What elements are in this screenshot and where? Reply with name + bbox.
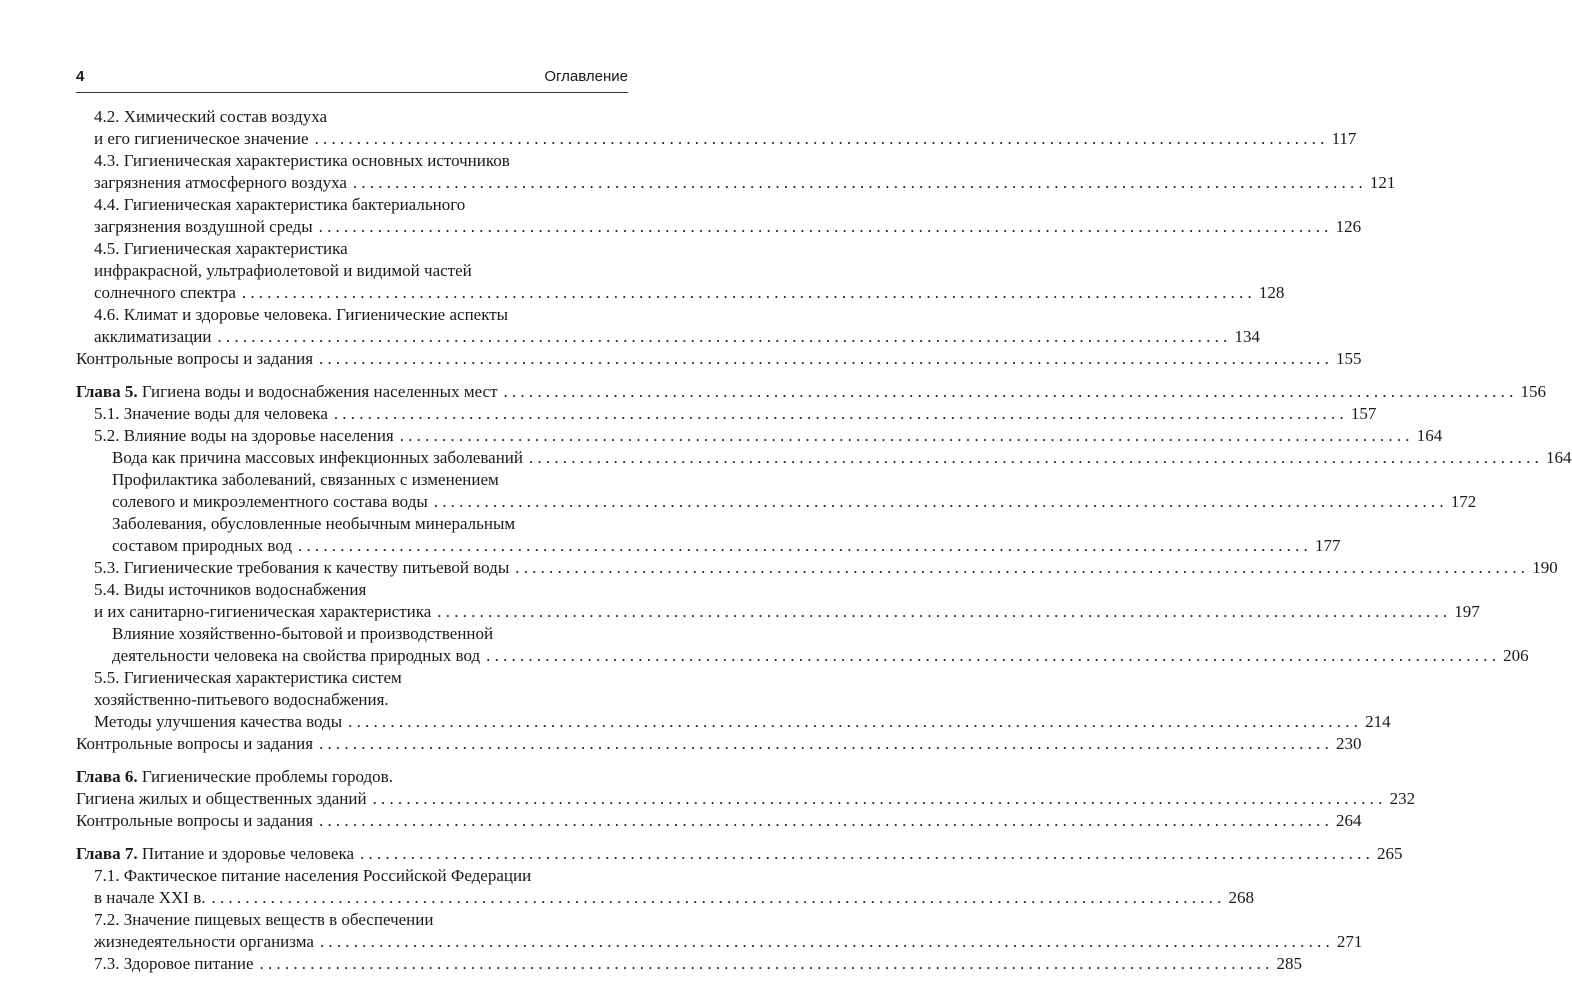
- toc-line: 4.3. Гигиеническая характеристика основных источников: [94, 151, 510, 170]
- dot-leader: ........................................................................................................................: [360, 844, 1375, 863]
- toc-entry-chapter-7: [76, 843, 1403, 865]
- toc-line: 4.4. Гигиеническая характеристика бактериального: [94, 195, 466, 214]
- toc-entry-questions-6: [76, 810, 1362, 832]
- toc-entry-4-4: [76, 216, 1362, 238]
- table-of-contents: [76, 106, 1572, 975]
- toc-entry-text: Методы улучшения качества воды: [94, 712, 343, 731]
- toc-entry-text: в начале XXI в.: [94, 888, 206, 907]
- toc-entry-text: деятельности человека на свойства природных вод: [112, 646, 481, 665]
- toc-entry-text: [76, 843, 354, 865]
- toc-line: 4.5. Гигиеническая характеристика: [94, 239, 348, 258]
- toc-page-number: 117: [1331, 129, 1357, 148]
- toc-entry-text: акклиматизации: [94, 327, 212, 346]
- toc-entry-text: 5.1. Значение воды для человека: [94, 404, 328, 423]
- toc-line: Профилактика заболеваний, связанных с изменением: [112, 470, 499, 489]
- toc-page-number: 197: [1454, 602, 1480, 621]
- toc-entry-5-5: [76, 711, 1391, 733]
- dot-leader: ........................................................................................................................: [433, 492, 1448, 511]
- dot-leader: ........................................................................................................................: [314, 129, 1329, 148]
- toc-entry-5-3: [76, 557, 1558, 579]
- toc-entry-5-2-c: [76, 535, 1341, 557]
- toc-entry-4-2: [76, 128, 1357, 150]
- toc-entry-text: Вода как причина массовых инфекционных заболеваний: [112, 448, 523, 467]
- toc-line: Влияние хозяйственно-бытовой и производственной: [112, 624, 494, 643]
- section-gap: [76, 370, 628, 381]
- toc-page-number: 156: [1520, 382, 1547, 401]
- toc-entry-7-3: [76, 953, 1303, 975]
- page-number: 4: [76, 68, 85, 85]
- toc-entry-text: и его гигиеническое значение: [94, 129, 309, 148]
- chapter-title: Гигиенические проблемы городов.: [137, 767, 393, 786]
- toc-page-number: 128: [1258, 283, 1285, 302]
- dot-leader: ........................................................................................................................: [211, 888, 1226, 907]
- dot-leader: ........................................................................................................................: [319, 734, 1334, 753]
- chapter-title: Питание и здоровье человека: [137, 844, 355, 863]
- toc-line: 4.6. Климат и здоровье человека. Гигиенические аспекты: [94, 305, 509, 324]
- dot-leader: ........................................................................................................................: [259, 954, 1274, 973]
- dot-leader: ........................................................................................................................: [399, 426, 1414, 445]
- chapter-label: Глава 7.: [76, 844, 138, 863]
- toc-page-number: 206: [1503, 646, 1529, 665]
- toc-entry-text: [76, 381, 498, 403]
- toc-entry-text: Контрольные вопросы и задания: [76, 734, 314, 753]
- dot-leader: ........................................................................................................................: [348, 712, 1363, 731]
- toc-entry-text: 5.3. Гигиенические требования к качеству питьевой воды: [94, 558, 510, 577]
- toc-entry-text: 7.3. Здоровое питание: [94, 954, 254, 973]
- toc-entry-text: Контрольные вопросы и задания: [76, 811, 314, 830]
- toc-entry-5-4: [76, 601, 1480, 623]
- toc-page-number: 230: [1336, 734, 1362, 753]
- dot-leader: ........................................................................................................................: [298, 536, 1312, 555]
- toc-entry-text: 5.2. Влияние воды на здоровье населения: [94, 426, 394, 445]
- toc-page-number: 271: [1336, 932, 1363, 951]
- toc-page-number: 264: [1336, 811, 1362, 830]
- chapter-label: Глава 5.: [76, 382, 138, 401]
- toc-page-number: 214: [1365, 712, 1391, 731]
- toc-entry-7-1: [76, 887, 1255, 909]
- toc-line: 5.4. Виды источников водоснабжения: [94, 580, 367, 599]
- toc-line: инфракрасной, ультрафиолетовой и видимой частей: [94, 261, 472, 280]
- toc-entry-text: солнечного спектра: [94, 283, 236, 302]
- dot-leader: ........................................................................................................................: [372, 789, 1387, 808]
- toc-entry-5-2: [76, 425, 1443, 447]
- dot-leader: ........................................................................................................................: [333, 404, 1348, 423]
- toc-entry-text: и их санитарно-гигиеническая характеристика: [94, 602, 432, 621]
- toc-line: 4.2. Химический состав воздуха: [94, 107, 328, 126]
- toc-page-number: 177: [1315, 536, 1341, 555]
- dot-leader: ........................................................................................................................: [319, 349, 1334, 368]
- toc-entry-text: жизнедеятельности организма: [94, 932, 314, 951]
- running-head-title: Оглавление: [544, 68, 628, 85]
- dot-leader: ........................................................................................................................: [318, 217, 1333, 236]
- toc-entry-5-1: [76, 403, 1377, 425]
- toc-entry-text: Контрольные вопросы и задания: [76, 349, 314, 368]
- toc-entry-chapter-5: [76, 381, 1547, 403]
- toc-entry-text: солевого и микроэлементного состава воды: [112, 492, 428, 511]
- toc-entry-text: составом природных вод: [112, 536, 292, 555]
- section-gap: [76, 832, 628, 843]
- toc-page-number: 126: [1335, 217, 1362, 236]
- running-header: [76, 66, 628, 93]
- toc-page-number: 157: [1350, 404, 1377, 423]
- toc-entry-5-2-b: [76, 491, 1477, 513]
- toc-entry-chapter-6: [76, 788, 1416, 810]
- toc-page-number: 268: [1228, 888, 1255, 907]
- dot-leader: ........................................................................................................................: [319, 811, 1334, 830]
- toc-line: 7.1. Фактическое питание населения Российской Федерации: [94, 866, 532, 885]
- toc-line: Заболевания, обусловленные необычным минеральным: [112, 514, 516, 533]
- toc-page-number: 155: [1336, 349, 1362, 368]
- dot-leader: ........................................................................................................................: [515, 558, 1530, 577]
- toc-line: 7.2. Значение пищевых веществ в обеспечении: [94, 910, 434, 929]
- dot-leader: ........................................................................................................................: [319, 932, 1334, 951]
- toc-entry-text: Гигиена жилых и общественных зданий: [76, 789, 367, 808]
- dot-leader: ........................................................................................................................: [503, 382, 1518, 401]
- chapter-label: Глава 6.: [76, 767, 138, 786]
- dot-leader: ........................................................................................................................: [529, 448, 1543, 467]
- dot-leader: ........................................................................................................................: [486, 646, 1501, 665]
- toc-entry-text: загрязнения воздушной среды: [94, 217, 313, 236]
- toc-page-number: 232: [1389, 789, 1416, 808]
- toc-page-number: 164: [1416, 426, 1443, 445]
- toc-line: 5.5. Гигиеническая характеристика систем: [94, 668, 402, 687]
- toc-entry-5-4-a: [76, 645, 1529, 667]
- toc-line: [76, 766, 628, 788]
- toc-page-number: 190: [1532, 558, 1558, 577]
- dot-leader: ........................................................................................................................: [217, 327, 1232, 346]
- toc-entry-4-6: [76, 326, 1260, 348]
- toc-page-number: 285: [1276, 954, 1303, 973]
- toc-page-number: 134: [1234, 327, 1260, 346]
- toc-entry-questions-5: [76, 733, 1362, 755]
- toc-page-number: 265: [1377, 844, 1403, 863]
- toc-line: хозяйственно-питьевого водоснабжения.: [94, 690, 389, 709]
- toc-entry-5-2-a: [76, 447, 1572, 469]
- toc-entry-questions-4: [76, 348, 1362, 370]
- toc-page-number: 172: [1450, 492, 1477, 511]
- dot-leader: ........................................................................................................................: [241, 283, 1256, 302]
- dot-leader: ........................................................................................................................: [437, 602, 1452, 621]
- chapter-title: Гигиена воды и водоснабжения населенных мест: [137, 382, 498, 401]
- section-gap: [76, 755, 628, 766]
- toc-entry-text: загрязнения атмосферного воздуха: [94, 173, 347, 192]
- toc-page-number: 164: [1546, 448, 1572, 467]
- dot-leader: ........................................................................................................................: [352, 173, 1367, 192]
- toc-entry-7-2: [76, 931, 1363, 953]
- toc-entry-4-3: [76, 172, 1396, 194]
- toc-page-number: 121: [1369, 173, 1396, 192]
- toc-entry-4-5: [76, 282, 1285, 304]
